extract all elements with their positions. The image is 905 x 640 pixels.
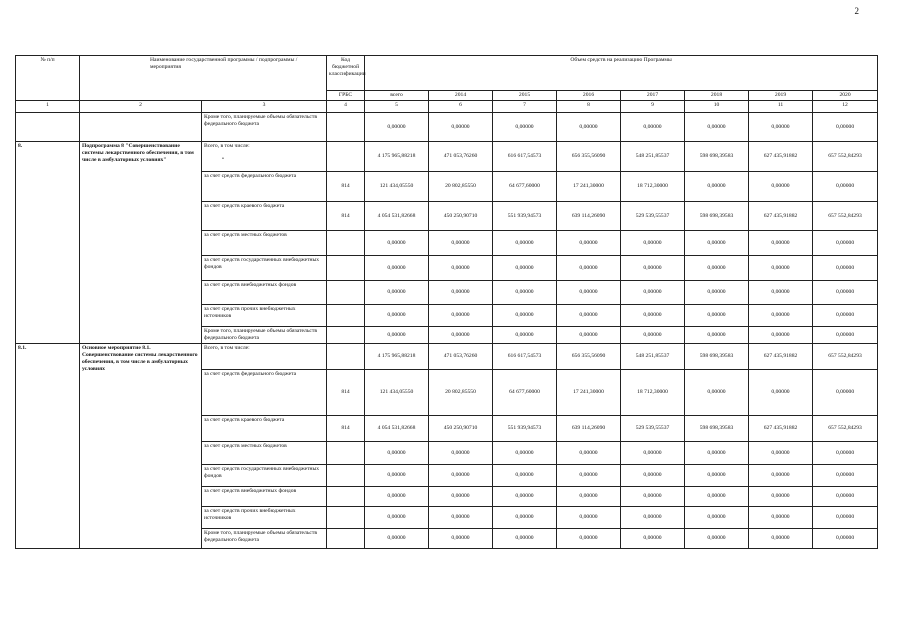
value-cell: 0,00000 bbox=[685, 231, 749, 256]
source-label-cell bbox=[202, 529, 327, 549]
value-cell: 0,00000 bbox=[813, 113, 878, 142]
value-cell: 627 435,91882 bbox=[749, 142, 813, 172]
value-cell: 657 552,84293 bbox=[813, 416, 878, 442]
value-cell: 0,00000 bbox=[621, 327, 685, 344]
value-cell: 0,00000 bbox=[749, 465, 813, 487]
column-number: 4 bbox=[327, 101, 365, 113]
value-cell: 0,00000 bbox=[365, 256, 429, 281]
source-label: за счет средств федерального бюджета bbox=[204, 371, 297, 377]
value-cell: 0,00000 bbox=[813, 507, 878, 529]
grbs-cell bbox=[327, 529, 365, 549]
value-cell: 0,00000 bbox=[813, 327, 878, 344]
header-col-code: Код бюджетной классификации bbox=[327, 56, 365, 91]
source-label: за счет средств прочих внебюджетных источников bbox=[204, 508, 296, 521]
value-cell: 0,00000 bbox=[493, 256, 557, 281]
source-label: Всего, в том числе: bbox=[204, 143, 250, 149]
column-number: 6 bbox=[429, 101, 493, 113]
page-number: 2 bbox=[854, 6, 859, 16]
value-cell: 0,00000 bbox=[365, 231, 429, 256]
value-cell: 598 698,39583 bbox=[685, 344, 749, 370]
source-label-cell bbox=[202, 327, 327, 344]
value-cell: 0,00000 bbox=[429, 465, 493, 487]
value-cell: 0,00000 bbox=[493, 327, 557, 344]
grbs-cell bbox=[327, 231, 365, 256]
value-cell: 0,00000 bbox=[557, 529, 621, 549]
value-cell: 0,00000 bbox=[493, 487, 557, 507]
source-label: за счет средств государственных внебюджетных фондов bbox=[204, 466, 320, 479]
value-cell: 0,00000 bbox=[621, 281, 685, 305]
value-cell: 18 712,30000 bbox=[621, 370, 685, 416]
source-label: за счет средств федерального бюджета bbox=[204, 173, 297, 179]
source-label: Кроме того, планируемые объемы обязательств федерального бюджета bbox=[204, 530, 317, 543]
value-cell: 18 712,30000 bbox=[621, 172, 685, 202]
value-cell: 616 617,54573 bbox=[493, 344, 557, 370]
value-cell: 0,00000 bbox=[493, 113, 557, 142]
value-cell: 0,00000 bbox=[621, 465, 685, 487]
source-label-cell bbox=[202, 202, 327, 231]
source-label-cell bbox=[202, 465, 327, 487]
column-number: 11 bbox=[749, 101, 813, 113]
header-year: 2019 bbox=[749, 91, 813, 101]
value-cell: 0,00000 bbox=[685, 327, 749, 344]
value-cell: 598 698,39583 bbox=[685, 416, 749, 442]
table-row bbox=[16, 113, 878, 142]
source-label: за счет средств местных бюджетов bbox=[204, 443, 287, 449]
grbs-cell: 814 bbox=[327, 202, 365, 231]
value-cell: 0,00000 bbox=[493, 231, 557, 256]
value-cell: 0,00000 bbox=[749, 529, 813, 549]
value-cell: 0,00000 bbox=[749, 327, 813, 344]
value-cell: 17 241,30000 bbox=[557, 370, 621, 416]
value-cell: 0,00000 bbox=[429, 256, 493, 281]
value-cell: 0,00000 bbox=[813, 442, 878, 465]
value-cell: 0,00000 bbox=[685, 507, 749, 529]
value-cell: 0,00000 bbox=[685, 370, 749, 416]
value-cell: 639 114,26090 bbox=[557, 416, 621, 442]
value-cell: 0,00000 bbox=[813, 305, 878, 327]
value-cell: 4 175 965,88218 bbox=[365, 142, 429, 172]
value-cell: 0,00000 bbox=[365, 442, 429, 465]
column-number: 10 bbox=[685, 101, 749, 113]
value-cell: 4 054 531,82668 bbox=[365, 416, 429, 442]
value-cell: 0,00000 bbox=[365, 305, 429, 327]
value-cell: 0,00000 bbox=[685, 281, 749, 305]
grbs-cell bbox=[327, 507, 365, 529]
value-cell: 0,00000 bbox=[365, 281, 429, 305]
value-cell: 0,00000 bbox=[749, 231, 813, 256]
source-label: Всего, в том числе: bbox=[204, 345, 250, 351]
value-cell: 548 251,85537 bbox=[621, 344, 685, 370]
value-cell: 0,00000 bbox=[557, 507, 621, 529]
header-year: 2014 bbox=[429, 91, 493, 101]
value-cell: 616 617,54573 bbox=[493, 142, 557, 172]
header-col-num: № п/п bbox=[16, 56, 80, 101]
value-cell: 0,00000 bbox=[365, 507, 429, 529]
value-cell: 0,00000 bbox=[429, 442, 493, 465]
value-cell: 0,00000 bbox=[685, 172, 749, 202]
source-label: за счет средств государственных внебюджетных фондов bbox=[204, 257, 320, 270]
value-cell: 0,00000 bbox=[621, 113, 685, 142]
value-cell: 0,00000 bbox=[365, 327, 429, 344]
grbs-cell: 814 bbox=[327, 416, 365, 442]
grbs-cell bbox=[327, 327, 365, 344]
value-cell: 657 552,84293 bbox=[813, 202, 878, 231]
row-number: 8. bbox=[16, 142, 80, 344]
value-cell: 0,00000 bbox=[685, 529, 749, 549]
value-cell: 20 802,85550 bbox=[429, 370, 493, 416]
value-cell: 0,00000 bbox=[749, 442, 813, 465]
value-cell: 627 435,91882 bbox=[749, 416, 813, 442]
source-label-cell bbox=[202, 442, 327, 465]
program-name: Подпрограмма 8 "Совершенствование системы лекарственного обеспечения, в том числе в амбулаторных условиях" bbox=[80, 142, 202, 344]
value-cell: 64 677,60000 bbox=[493, 172, 557, 202]
value-cell: 0,00000 bbox=[557, 256, 621, 281]
grbs-cell bbox=[327, 442, 365, 465]
value-cell: 0,00000 bbox=[621, 529, 685, 549]
value-cell: 0,00000 bbox=[557, 327, 621, 344]
value-cell: 0,00000 bbox=[685, 465, 749, 487]
value-cell: 0,00000 bbox=[429, 305, 493, 327]
value-cell: 657 552,84293 bbox=[813, 344, 878, 370]
source-label: за счет средств внебюджетных фондов bbox=[204, 282, 297, 288]
value-cell: 0,00000 bbox=[557, 487, 621, 507]
value-cell: 121 434,05550 bbox=[365, 172, 429, 202]
grbs-cell bbox=[327, 256, 365, 281]
source-label-cell bbox=[202, 172, 327, 202]
value-cell: 0,00000 bbox=[813, 529, 878, 549]
header-year: 2015 bbox=[493, 91, 557, 101]
source-label: Кроме того, планируемые объемы обязательств федерального бюджета bbox=[202, 113, 327, 142]
value-cell: 0,00000 bbox=[813, 487, 878, 507]
value-cell: 17 241,30000 bbox=[557, 172, 621, 202]
value-cell: 0,00000 bbox=[813, 370, 878, 416]
value-cell: 0,00000 bbox=[429, 487, 493, 507]
grbs-cell: 814 bbox=[327, 370, 365, 416]
grbs-cell bbox=[327, 305, 365, 327]
column-number: 3 bbox=[202, 101, 327, 113]
table-row bbox=[16, 344, 878, 370]
source-label: за счет средств краевого бюджета bbox=[204, 203, 285, 209]
value-cell: 471 053,76260 bbox=[429, 142, 493, 172]
value-cell: 0,00000 bbox=[749, 281, 813, 305]
value-cell: 0,00000 bbox=[429, 529, 493, 549]
value-cell: 0,00000 bbox=[749, 256, 813, 281]
row-name-cell bbox=[80, 113, 202, 142]
source-label-cell bbox=[202, 344, 327, 370]
grbs-cell bbox=[327, 281, 365, 305]
value-cell: 0,00000 bbox=[365, 465, 429, 487]
value-cell: 0,00000 bbox=[749, 113, 813, 142]
value-cell: 0,00000 bbox=[493, 442, 557, 465]
source-label: за счет средств местных бюджетов bbox=[204, 232, 287, 238]
value-cell: 0,00000 bbox=[557, 281, 621, 305]
header-col-volume: Объем средств на реализацию Программы bbox=[365, 56, 878, 91]
value-cell: 0,00000 bbox=[621, 305, 685, 327]
source-label-cell bbox=[202, 142, 327, 172]
value-cell: 0,00000 bbox=[429, 113, 493, 142]
value-cell: 0,00000 bbox=[557, 113, 621, 142]
source-label-cell bbox=[202, 231, 327, 256]
header-year: 2018 bbox=[685, 91, 749, 101]
value-cell: 548 251,85537 bbox=[621, 142, 685, 172]
value-cell: 0,00000 bbox=[493, 507, 557, 529]
header-year: всего bbox=[365, 91, 429, 101]
value-cell: 0,00000 bbox=[429, 231, 493, 256]
column-number-row bbox=[16, 101, 878, 113]
header-grbs: ГРБС bbox=[327, 91, 365, 101]
value-cell: 551 939,94573 bbox=[493, 202, 557, 231]
value-cell: 0,00000 bbox=[685, 305, 749, 327]
row-num-cell bbox=[16, 113, 80, 142]
value-cell: 529 539,55537 bbox=[621, 202, 685, 231]
value-cell: 627 435,91882 bbox=[749, 202, 813, 231]
program-name: Основное мероприятие 8.1. Совершенствование системы лекарственного обеспечения, в том числе в амбулаторных условиях bbox=[80, 344, 202, 549]
source-label-cell bbox=[202, 487, 327, 507]
column-number: 7 bbox=[493, 101, 557, 113]
value-cell: 4 175 965,88218 bbox=[365, 344, 429, 370]
value-cell: 0,00000 bbox=[365, 529, 429, 549]
value-cell: 0,00000 bbox=[557, 442, 621, 465]
value-cell: 0,00000 bbox=[557, 465, 621, 487]
value-cell: 0,00000 bbox=[685, 442, 749, 465]
grbs-cell bbox=[327, 465, 365, 487]
value-cell: 20 802,85550 bbox=[429, 172, 493, 202]
row-number: 8.1. bbox=[16, 344, 80, 549]
value-cell: 0,00000 bbox=[685, 256, 749, 281]
value-cell: 656 355,56090 bbox=[557, 344, 621, 370]
value-cell: 0,00000 bbox=[749, 305, 813, 327]
source-label-cell bbox=[202, 281, 327, 305]
value-cell: 0,00000 bbox=[557, 305, 621, 327]
column-number: 8 bbox=[557, 101, 621, 113]
source-label: Кроме того, планируемые объемы обязательств федерального бюджета bbox=[204, 328, 317, 341]
column-number: 12 bbox=[813, 101, 878, 113]
source-label-cell bbox=[202, 370, 327, 416]
value-cell: 0,00000 bbox=[621, 487, 685, 507]
value-cell: 0,00000 bbox=[621, 256, 685, 281]
value-cell: 471 053,76260 bbox=[429, 344, 493, 370]
header-year: 2016 bbox=[557, 91, 621, 101]
grbs-cell: 814 bbox=[327, 172, 365, 202]
value-cell: 0,00000 bbox=[493, 281, 557, 305]
value-cell: 121 434,05550 bbox=[365, 370, 429, 416]
value-cell: 0,00000 bbox=[813, 465, 878, 487]
value-cell: 0,00000 bbox=[621, 231, 685, 256]
value-cell: 598 698,39583 bbox=[685, 202, 749, 231]
value-cell: 657 552,84293 bbox=[813, 142, 878, 172]
header-row bbox=[16, 56, 878, 91]
bullet-mark: • bbox=[222, 156, 224, 162]
value-cell: 0,00000 bbox=[429, 327, 493, 344]
value-cell: 0,00000 bbox=[493, 465, 557, 487]
source-label: за счет средств прочих внебюджетных источников bbox=[204, 306, 296, 319]
source-label-cell bbox=[202, 256, 327, 281]
header-year: 2017 bbox=[621, 91, 685, 101]
value-cell: 598 698,39583 bbox=[685, 142, 749, 172]
value-cell: 627 435,91882 bbox=[749, 344, 813, 370]
grbs-cell bbox=[327, 142, 365, 172]
value-cell: 0,00000 bbox=[749, 507, 813, 529]
value-cell: 0,00000 bbox=[685, 487, 749, 507]
value-cell: 529 539,55537 bbox=[621, 416, 685, 442]
value-cell: 0,00000 bbox=[813, 172, 878, 202]
column-number: 5 bbox=[365, 101, 429, 113]
value-cell: 0,00000 bbox=[749, 370, 813, 416]
header-year: 2020 bbox=[813, 91, 878, 101]
header-col-name: Наименование государственной программы / подпрограммы / мероприятия bbox=[80, 56, 327, 101]
value-cell: 0,00000 bbox=[685, 113, 749, 142]
value-cell: 0,00000 bbox=[749, 172, 813, 202]
value-cell: 0,00000 bbox=[557, 231, 621, 256]
value-cell: 0,00000 bbox=[749, 487, 813, 507]
table-row bbox=[16, 142, 878, 172]
source-label-cell bbox=[202, 305, 327, 327]
value-cell: 0,00000 bbox=[813, 231, 878, 256]
source-label-cell bbox=[202, 416, 327, 442]
value-cell: 0,00000 bbox=[621, 507, 685, 529]
column-number: 1 bbox=[16, 101, 80, 113]
value-cell: 0,00000 bbox=[493, 529, 557, 549]
value-cell: 0,00000 bbox=[813, 256, 878, 281]
value-cell: 64 677,60000 bbox=[493, 370, 557, 416]
source-label: за счет средств краевого бюджета bbox=[204, 417, 285, 423]
grbs-cell bbox=[327, 113, 365, 142]
value-cell: 0,00000 bbox=[493, 305, 557, 327]
value-cell: 0,00000 bbox=[813, 281, 878, 305]
column-number: 9 bbox=[621, 101, 685, 113]
value-cell: 450 250,90710 bbox=[429, 416, 493, 442]
grbs-cell bbox=[327, 487, 365, 507]
budget-table bbox=[15, 55, 878, 549]
grbs-cell bbox=[327, 344, 365, 370]
value-cell: 0,00000 bbox=[365, 487, 429, 507]
value-cell: 0,00000 bbox=[621, 442, 685, 465]
value-cell: 639 114,26090 bbox=[557, 202, 621, 231]
value-cell: 4 054 531,82668 bbox=[365, 202, 429, 231]
value-cell: 0,00000 bbox=[365, 113, 429, 142]
source-label-cell bbox=[202, 507, 327, 529]
value-cell: 0,00000 bbox=[429, 281, 493, 305]
value-cell: 656 355,56090 bbox=[557, 142, 621, 172]
value-cell: 0,00000 bbox=[429, 507, 493, 529]
column-number: 2 bbox=[80, 101, 202, 113]
value-cell: 450 250,90710 bbox=[429, 202, 493, 231]
value-cell: 551 939,94573 bbox=[493, 416, 557, 442]
source-label: за счет средств внебюджетных фондов bbox=[204, 488, 297, 494]
